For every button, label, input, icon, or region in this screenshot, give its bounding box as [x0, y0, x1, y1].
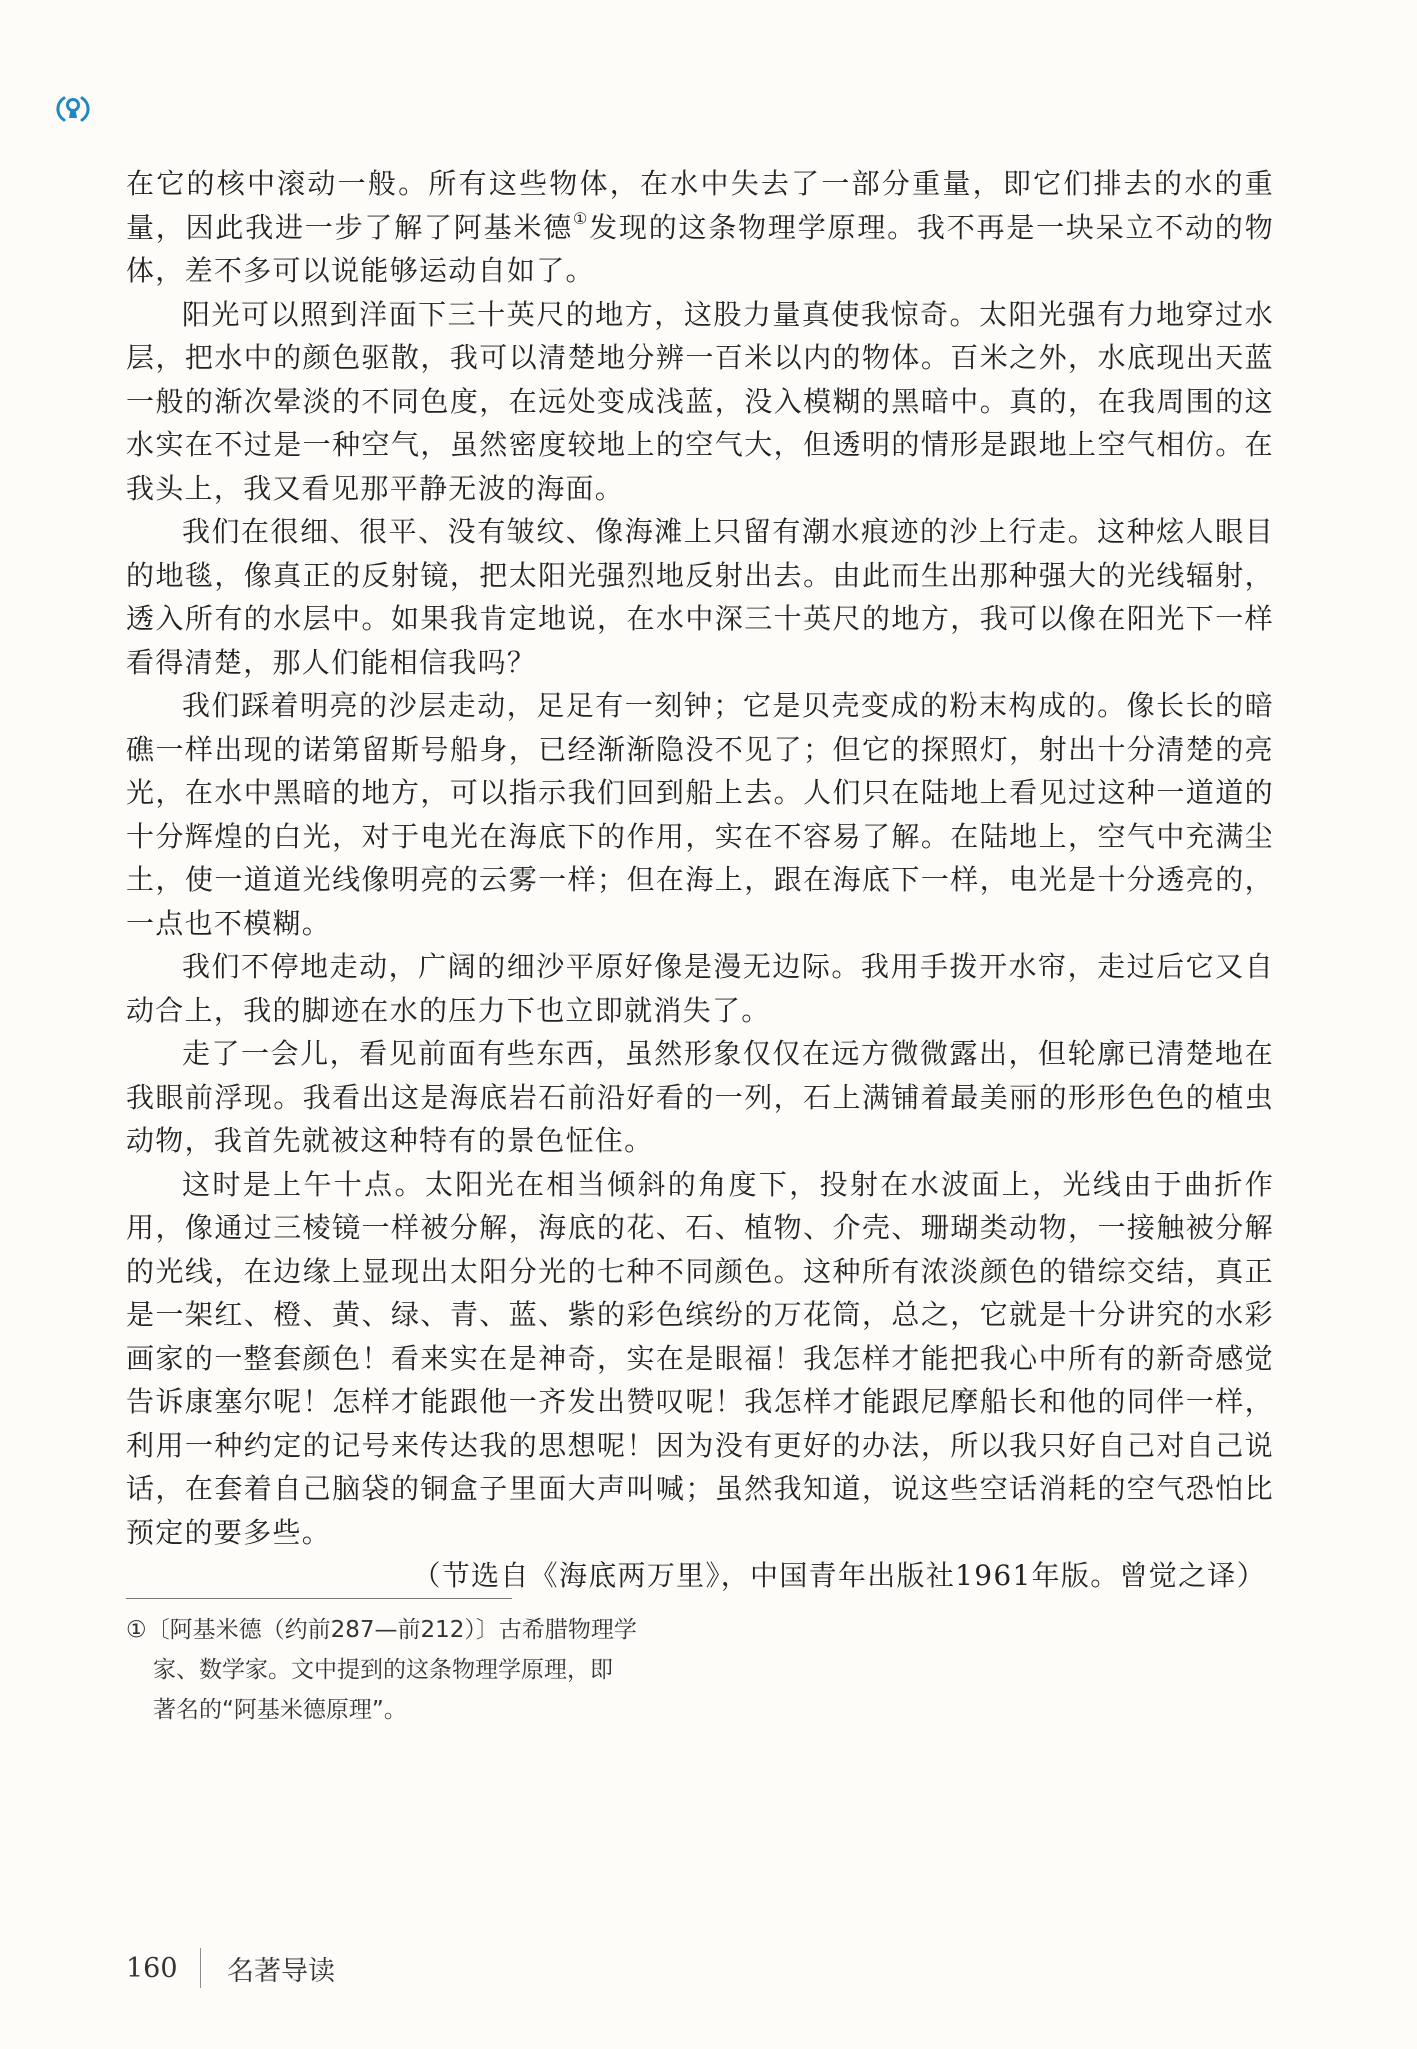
footer-divider [200, 1948, 202, 1988]
keyhole-logo-icon [56, 92, 90, 126]
footnote-divider [126, 1598, 512, 1599]
source-citation: （节选自《海底两万里》，中国青年出版社1961年版。曾觉之译） [412, 1559, 1266, 1592]
page-footer [126, 1948, 335, 1988]
footnote-line-3: 著名的“阿基米德原理”。 [153, 1697, 407, 1723]
paragraph-6: 走了一会儿，看见前面有些东西，虽然形象仅仅在远方微微露出，但轮廓已清楚地在我眼前浮现。我看出这是海底岩石前沿好看的一列，石上满铺着最美丽的形形色色的植虫动物，我首先就被这种特有的景色怔住。 [126, 1037, 1274, 1157]
page-number: 160 [126, 1952, 178, 1984]
footnote-ref-1[interactable]: ① [572, 208, 590, 228]
main-text [126, 162, 1274, 1598]
paragraph-2: 阳光可以照到洋面下三十英尺的地方，这股力量真使我惊奇。太阳光强有力地穿过水层，把水中的颜色驱散，我可以清楚地分辨一百米以内的物体。百米之外，水底现出天蓝一般的渐次晕淡的不同色度，在远处变成浅蓝，没入模糊的黑暗中。真的，在我周围的这水实在不过是一种空气，虽然密度较地上的空气大，但透明的情形是跟地上空气相仿。在我头上，我又看见那平静无波的海面。 [126, 297, 1274, 505]
book-title: 名著导读 [227, 1955, 336, 1987]
footnote [126, 1610, 686, 1730]
paragraph-7: 这时是上午十点。太阳光在相当倾斜的角度下，投射在水波面上，光线由于曲折作用，像通过三棱镜一样被分解，海底的花、石、植物、介壳、珊瑚类动物，一接触被分解的光线，在边缘上显现出太阳分光的七种不同颜色。这种所有浓淡颜色的错综交结，真正是一架红、橙、黄、绿、青、蓝、紫的彩色缤纷的万花筒，总之，它就是十分讲究的水彩画家的一整套颜色！看来实在是神奇，实在是眼福！我怎样才能把我心中所有的新奇感觉告诉康塞尔呢！怎样才能跟他一齐发出赞叹呢！我怎样才能跟尼摩船长和他的同伴一样，利用一种约定的记号来传达我的思想呢！因为没有更好的办法，所以我只好自己对自己说话，在套着自己脑袋的铜盒子里面大声叫喊；虽然我知道，说这些空话消耗的空气恐怕比预定的要多些。 [126, 1167, 1274, 1549]
paragraph-5: 我们不停地走动，广阔的细沙平原好像是漫无边际。我用手拨开水帘，走过后它又自动合上，我的脚迹在水的压力下也立即就消失了。 [126, 950, 1274, 1027]
paragraph-4: 我们踩着明亮的沙层走动，足足有一刻钟；它是贝壳变成的粉末构成的。像长长的暗礁一样出现的诺第留斯号船身，已经渐渐隐没不见了；但它的探照灯，射出十分清楚的亮光，在水中黑暗的地方，可以指示我们回到船上去。人们只在陆地上看见过这种一道道的十分辉煌的白光，对于电光在海底下的作用，实在不容易了解。在陆地上，空气中充满尘土，使一道道光线像明亮的云雾一样；但在海上，跟在海底下一样，电光是十分透亮的，一点也不模糊。 [126, 689, 1274, 940]
paragraph-1: 在它的核中滚动一般。所有这些物体，在水中失去了一部分重量，即它们排去的水的重量，因此我进一步了解了阿基米德①发现的这条物理学原理。我不再是一块呆立不动的物体，差不多可以说能够运动自如了。 [126, 167, 1274, 287]
footnote-line-2: 家、数学家。文中提到的这条物理学原理，即 [153, 1657, 613, 1683]
footnote-line-1: ①〔阿基米德（约前287—前212）〕古希腊物理学 [126, 1617, 637, 1643]
paragraph-3: 我们在很细、很平、没有皱纹、像海滩上只留有潮水痕迹的沙上行走。这种炫人眼目的地毯，像真正的反射镜，把太阳光强烈地反射出去。由此而生出那种强大的光线辐射，透入所有的水层中。如果我肯定地说，在水中深三十英尺的地方，我可以像在阳光下一样看得清楚，那人们能相信我吗？ [126, 515, 1274, 679]
